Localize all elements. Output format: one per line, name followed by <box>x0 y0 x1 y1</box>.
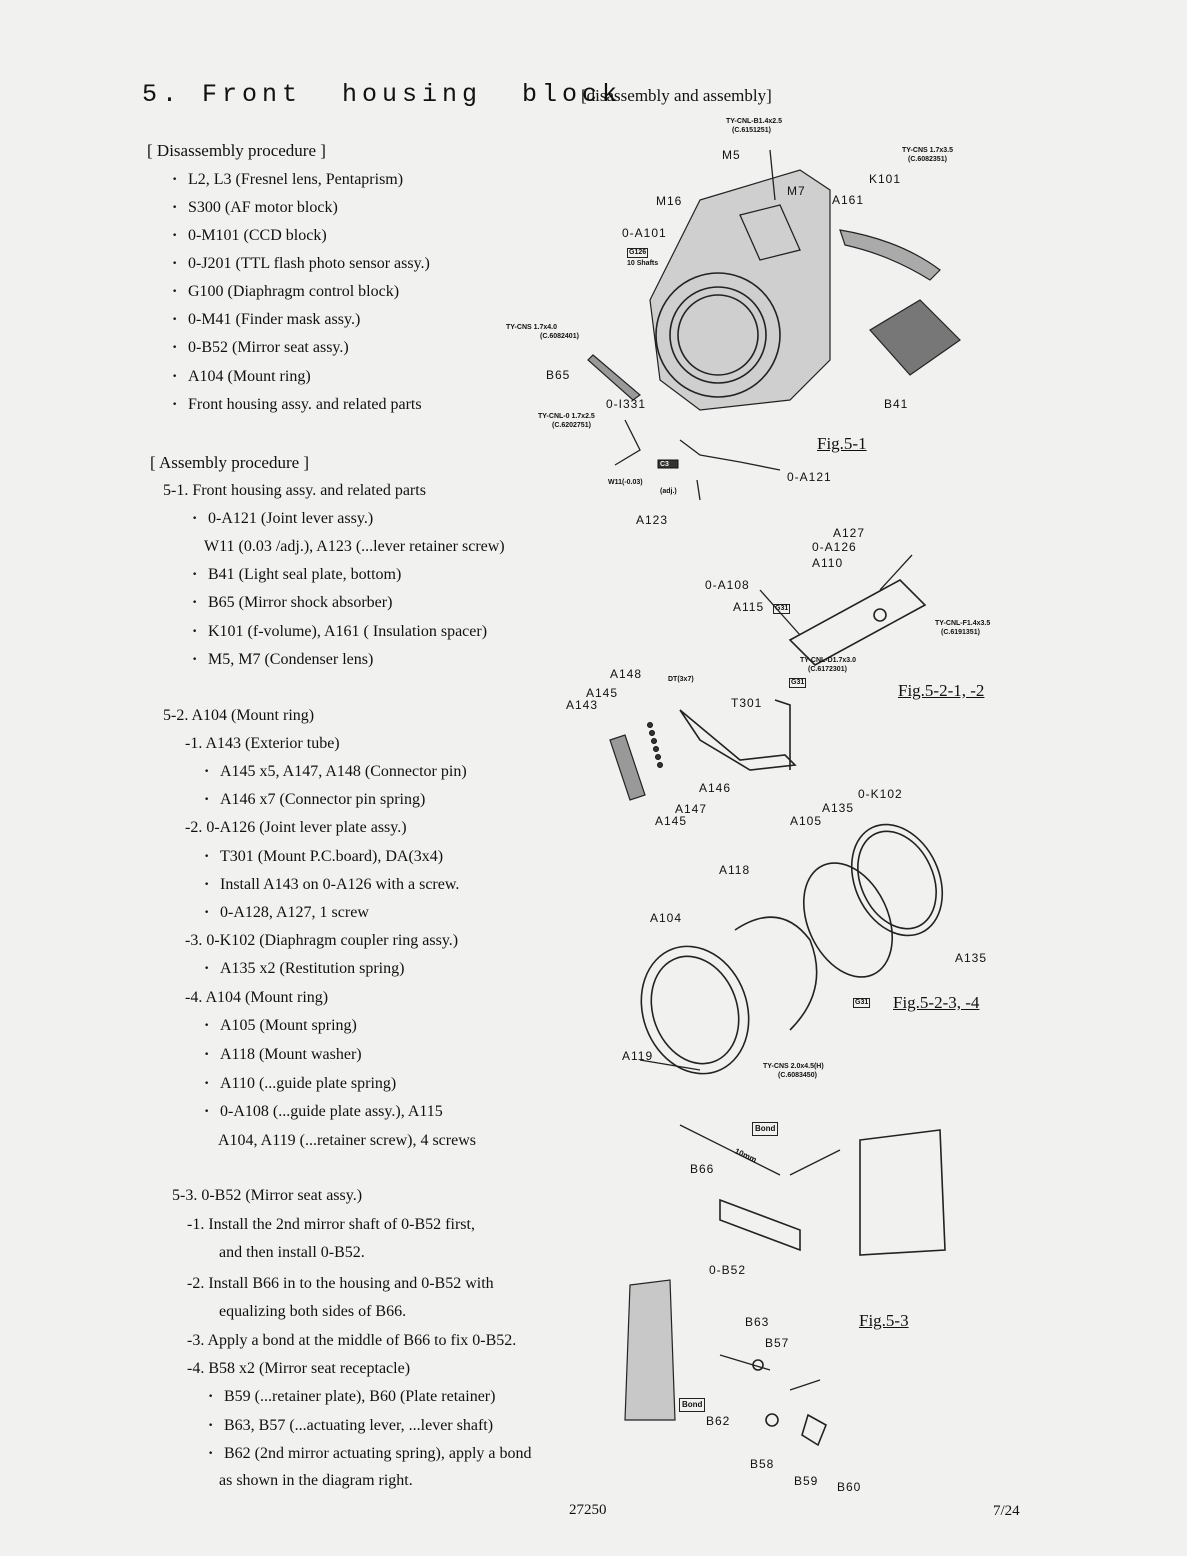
assembly-line: · Install A143 on 0-A126 with a screw. <box>220 877 459 893</box>
part-spec: (C.6151251) <box>732 127 771 134</box>
assembly-heading: [ Assembly procedure ] <box>150 453 310 472</box>
disassembly-item: · G100 (Diaphragm control block) <box>188 284 399 300</box>
part-label: 0-B52 <box>709 1263 747 1277</box>
assembly-line: · A118 (Mount washer) <box>220 1047 362 1063</box>
part-spec: TY-CNL-0 1.7x2.5 <box>538 413 595 420</box>
assembly-line: A104, A119 (...retainer screw), 4 screws <box>218 1132 476 1149</box>
assembly-line: as shown in the diagram right. <box>219 1472 413 1489</box>
assembly-line: · 0-A121 (Joint lever assy.) <box>208 511 373 527</box>
assembly-line: · 0-A128, A127, 1 screw <box>220 905 369 921</box>
part-label: B66 <box>690 1162 715 1176</box>
part-label: A148 <box>610 667 643 681</box>
figure-caption: Fig.5-2-3, -4 <box>893 993 980 1012</box>
assembly-line: · T301 (Mount P.C.board), DA(3x4) <box>220 849 443 865</box>
part-spec: G31 <box>773 604 790 614</box>
part-label: A127 <box>833 526 866 540</box>
part-spec: (C.6083450) <box>778 1072 817 1079</box>
disassembly-item: · Front housing assy. and related parts <box>188 397 422 413</box>
part-spec: G31 <box>789 678 806 688</box>
assembly-substep: -3. 0-K102 (Diaphragm coupler ring assy.) <box>185 932 459 949</box>
part-label: M7 <box>787 184 806 198</box>
part-spec: TY-CNS 1.7x3.5 <box>902 147 953 154</box>
part-label: A143 <box>566 698 599 712</box>
assembly-line: · B41 (Light seal plate, bottom) <box>208 567 401 583</box>
disassembly-item: · S300 (AF motor block) <box>188 200 338 216</box>
part-label: A104 <box>650 911 683 925</box>
disassembly-item: · L2, L3 (Fresnel lens, Pentaprism) <box>188 172 403 188</box>
part-spec: (C.6082351) <box>908 156 947 163</box>
part-label: B41 <box>884 397 909 411</box>
part-spec: G126 <box>627 248 648 258</box>
assembly-substep: -4. B58 x2 (Mirror seat receptacle) <box>187 1360 411 1377</box>
part-spec: TY-CNS 2.0x4.5(H) <box>763 1063 824 1070</box>
part-spec: TY-CNS 1.7x4.0 <box>506 324 557 331</box>
part-spec: TY-CNL-D1.7x3.0 <box>800 657 857 664</box>
page-title: 5. Front housing block <box>142 80 623 109</box>
part-spec: (C.6202751) <box>552 422 591 429</box>
page-subtitle: [disassembly and assembly] <box>581 86 772 105</box>
assembly-line: · B59 (...retainer plate), B60 (Plate retainer) <box>224 1389 495 1405</box>
bond-tag: Bond <box>752 1122 778 1136</box>
assembly-line: · B65 (Mirror shock absorber) <box>208 595 392 611</box>
assembly-substep: -3. Apply a bond at the middle of B66 to fix 0-B52. <box>187 1332 517 1349</box>
part-label: T301 <box>731 696 763 710</box>
assembly-line: · A110 (...guide plate spring) <box>220 1076 396 1092</box>
assembly-line: · B62 (2nd mirror actuating spring), apply a bond <box>224 1446 532 1462</box>
part-label: A110 <box>812 556 844 570</box>
part-label: M16 <box>656 194 683 208</box>
part-label: B60 <box>837 1480 862 1494</box>
part-label: B63 <box>745 1315 770 1329</box>
part-spec: W11(-0.03) <box>608 479 643 486</box>
figure-caption: Fig.5-1 <box>817 434 867 453</box>
part-spec: (C.6082401) <box>540 333 579 340</box>
part-label: 0-A121 <box>787 470 832 484</box>
part-spec: 10 Shafts <box>627 260 659 267</box>
assembly-line: · A105 (Mount spring) <box>220 1018 357 1034</box>
part-label: A161 <box>832 193 865 207</box>
assembly-line: · A146 x7 (Connector pin spring) <box>220 792 425 808</box>
part-label: K101 <box>869 172 902 186</box>
part-spec: G31 <box>853 998 870 1008</box>
assembly-line: and then install 0-B52. <box>219 1244 365 1261</box>
part-spec: (adj.) <box>660 488 677 495</box>
assembly-line: equalizing both sides of B66. <box>219 1303 407 1320</box>
part-spec: (C.6172301) <box>808 666 847 673</box>
part-spec: (C.6191351) <box>941 629 980 636</box>
assembly-substep: -1. Install the 2nd mirror shaft of 0-B52 first, <box>187 1216 475 1233</box>
assembly-line: · M5, M7 (Condenser lens) <box>208 652 373 668</box>
part-label: B59 <box>794 1474 819 1488</box>
part-label: 0-A108 <box>705 578 750 592</box>
front-housing-drawing <box>588 150 960 500</box>
bond-tag: Bond <box>679 1398 705 1412</box>
part-label: B65 <box>546 368 571 382</box>
document-number: 27250 <box>569 1502 607 1518</box>
part-label: A119 <box>622 1049 654 1063</box>
part-label: 0-I331 <box>606 397 647 411</box>
part-spec: 10mm <box>733 1146 759 1165</box>
part-label: 0-A101 <box>622 226 667 240</box>
disassembly-item: · 0-M41 (Finder mask assy.) <box>188 312 360 328</box>
part-label: A123 <box>636 513 669 527</box>
figure-caption: Fig.5-3 <box>859 1311 909 1330</box>
part-label: A135 <box>955 951 988 965</box>
assembly-substep: -1. A143 (Exterior tube) <box>185 735 340 752</box>
assembly-substep: -2. 0-A126 (Joint lever plate assy.) <box>185 819 407 836</box>
part-label: B57 <box>765 1336 790 1350</box>
disassembly-heading: [ Disassembly procedure ] <box>147 141 326 160</box>
assembly-line: W11 (0.03 /adj.), A123 (...lever retainer screw) <box>204 538 505 555</box>
assembly-line: · 0-A108 (...guide plate assy.), A115 <box>220 1104 443 1120</box>
part-label: M5 <box>722 148 741 162</box>
part-label: A145 <box>586 686 619 700</box>
part-label: B58 <box>750 1457 775 1471</box>
assembly-line: · K101 (f-volume), A161 ( Insulation spacer) <box>208 624 487 640</box>
mirror-seat-drawing <box>625 1125 945 1445</box>
part-label: A147 <box>675 802 708 816</box>
part-spec: TY-CNL-B1.4x2.5 <box>726 118 783 125</box>
part-spec: TY-CNL-F1.4x3.5 <box>935 620 991 627</box>
mount-ring-drawing <box>624 810 960 1089</box>
part-spec: DT(3x7) <box>668 676 694 683</box>
assembly-line: · A145 x5, A147, A148 (Connector pin) <box>220 764 467 780</box>
part-label: A115 <box>733 600 765 614</box>
part-label: A135 <box>822 801 855 815</box>
assembly-line: · A135 x2 (Restitution spring) <box>220 961 404 977</box>
page-number: 7/24 <box>993 1503 1020 1519</box>
part-label: A145 <box>655 814 688 828</box>
part-label: A146 <box>699 781 732 795</box>
disassembly-item: · 0-M101 (CCD block) <box>188 228 327 244</box>
assembly-substep: -2. Install B66 in to the housing and 0-B52 with <box>187 1275 494 1292</box>
part-label: 0-A126 <box>812 540 857 554</box>
joint-lever-drawing <box>610 555 925 800</box>
disassembly-item: · A104 (Mount ring) <box>188 369 311 385</box>
disassembly-item: · 0-B52 (Mirror seat assy.) <box>188 340 349 356</box>
assembly-step: 5-1. Front housing assy. and related parts <box>163 482 426 499</box>
part-label: A105 <box>790 814 823 828</box>
part-spec: C3 <box>660 461 669 468</box>
assembly-substep: -4. A104 (Mount ring) <box>185 989 329 1006</box>
figure-caption: Fig.5-2-1, -2 <box>898 681 985 700</box>
part-label: A118 <box>719 863 751 877</box>
part-label: 0-K102 <box>858 787 903 801</box>
assembly-step: 5-3. 0-B52 (Mirror seat assy.) <box>172 1187 363 1204</box>
assembly-line: · B63, B57 (...actuating lever, ...lever shaft) <box>224 1418 493 1434</box>
disassembly-item: · 0-J201 (TTL flash photo sensor assy.) <box>188 256 430 272</box>
assembly-step: 5-2. A104 (Mount ring) <box>163 707 315 724</box>
part-label: B62 <box>706 1414 731 1428</box>
